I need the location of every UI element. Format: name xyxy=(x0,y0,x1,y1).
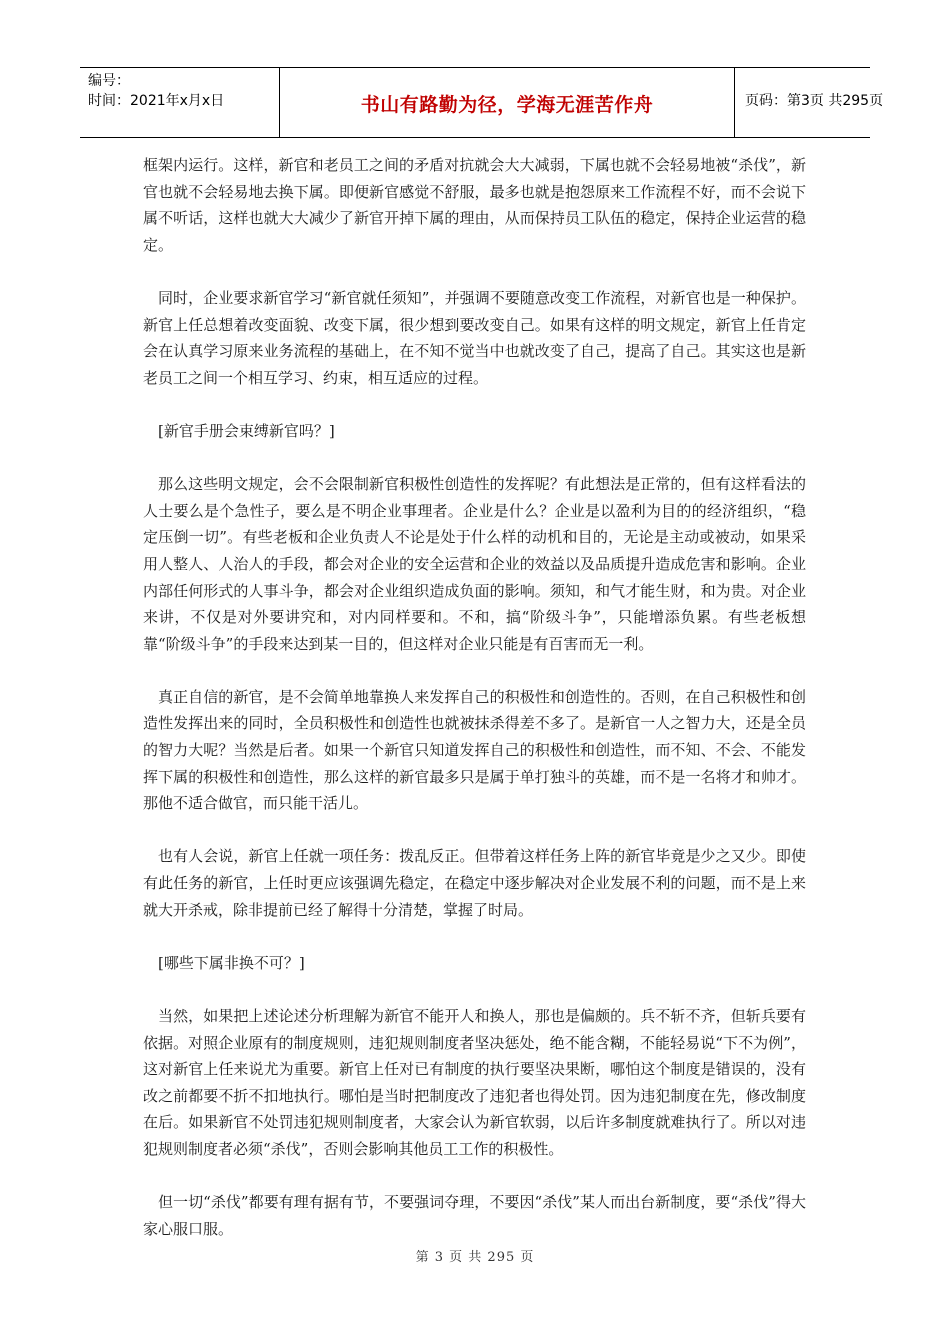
paragraph: 真正自信的新官，是不会简单地靠换人来发挥自己的积极性和创造性的。否则，在自己积极性和创造性发挥出来的同时，全员积极性和创造性也就被抹杀得差不多了。是新官一人之智力大，还是全员的智力大呢？当然是后者。如果一个新官只知道发挥自己的积极性和创造性，而不知、不会、不能发挥下属的积极性和创造性，那么这样的新官最多只是属于单打独斗的英雄，而不是一名将才和帅才。那他不适合做官，而只能干活儿。 xyxy=(143,687,806,813)
paragraph: 但一切“杀伐”都要有理有据有节，不要强词夺理，不要因“杀伐”某人而出台新制度，要“杀伐”得大家心服口服。 xyxy=(143,1193,806,1238)
paragraph: 也有人会说，新官上任就一项任务：拨乱反正。但带着这样任务上阵的新官毕竟是少之又少。即使有此任务的新官，上任时更应该强调先稳定，在稳定中逐步解决对企业发展不利的问题，而不是上来就大开杀戒，除非提前已经了解得十分清楚，掌握了时局。 xyxy=(143,847,806,919)
header-meta xyxy=(80,68,280,137)
paragraph: 同时，企业要求新官学习“新官就任须知”，并强调不要随意改变工作流程，对新官也是一种保护。新官上任总想着改变面貌、改变下属，很少想到要改变自己。如果有这样的明文规定，新官上任肯定会在认真学习原来业务流程的基础上，在不知不觉当中也就改变了自己，提高了自己。其实这也是新老员工之间一个相互学习、约束，相互适应的过程。 xyxy=(143,288,806,387)
paragraph: 那么这些明文规定，会不会限制新官积极性创造性的发挥呢？有此想法是正常的，但有这样看法的人士要么是个急性子，要么是不明企业事理者。企业是什么？企业是以盈利为目的的经济组织，“稳定压倒一切”。有些老板和企业负责人不论是处于什么样的动机和目的，无论是主动或被动，如果采用人整人、人治人的手段，都会对企业的安全运营和企业的效益以及品质提升造成危害和影响。企业内部任何形式的人事斗争，都会对企业组织造成负面的影响。须知，和气才能生财，和为贵。对企业来讲，不仅是对外要讲究和，对内同样要和。不和，搞“阶级斗争”，只能增添负累。有些老板想靠“阶级斗争”的手段来达到某一目的，但这样对企业只能是有百害而无一利。 xyxy=(143,475,806,653)
document-number-label: 编号： xyxy=(88,73,130,89)
paragraph: 当然，如果把上述论述分析理解为新官不能开人和换人，那也是偏颇的。兵不斩不齐，但斩兵要有依据。对照企业原有的制度规则，违犯规则制度者坚决惩处，绝不能含糊，不能轻易说“下不为例”，这对新官上任来说尤为重要。新官上任对已有制度的执行要坚决果断，哪怕这个制度是错误的，没有改之前都要不折不扣地执行。哪怕是当时把制度改了违犯者也得处罚。因为违犯制度在先，修改制度在后。如果新官不处罚违犯规则制度者，大家会认为新官软弱，以后许多制度就难执行了。所以对违犯规则制度者必须“杀伐”，否则会影响其他员工工作的积极性。 xyxy=(143,1007,806,1158)
page-footer: 第 3 页 共 295 页 xyxy=(415,1250,535,1265)
section-heading: [新官手册会束缚新官吗？] xyxy=(158,421,335,440)
section-heading: [哪些下属非换不可？] xyxy=(158,953,305,972)
header-page-info: 页码：第3页 共295页 xyxy=(745,93,884,109)
page-header xyxy=(80,67,884,138)
document-date: 时间：2021年x月x日 xyxy=(88,93,225,109)
header-motto-cell xyxy=(280,68,735,137)
document-body xyxy=(143,152,806,1269)
paragraph-continuation: 框架内运行。这样，新官和老员工之间的矛盾对抗就会大大减弱，下属也就不会轻易地被“杀伐”，新官也就不会轻易地去换下属。即便新官感觉不舒服，最多也就是抱怨原来工作流程不好，而不会说下属不听话，这样也就大大减少了新官开掉下属的理由，从而保持员工队伍的稳定，保持企业运营的稳定。 xyxy=(143,156,806,254)
header-motto: 书山有路勤为径，学海无涯苦作舟 xyxy=(360,94,654,116)
